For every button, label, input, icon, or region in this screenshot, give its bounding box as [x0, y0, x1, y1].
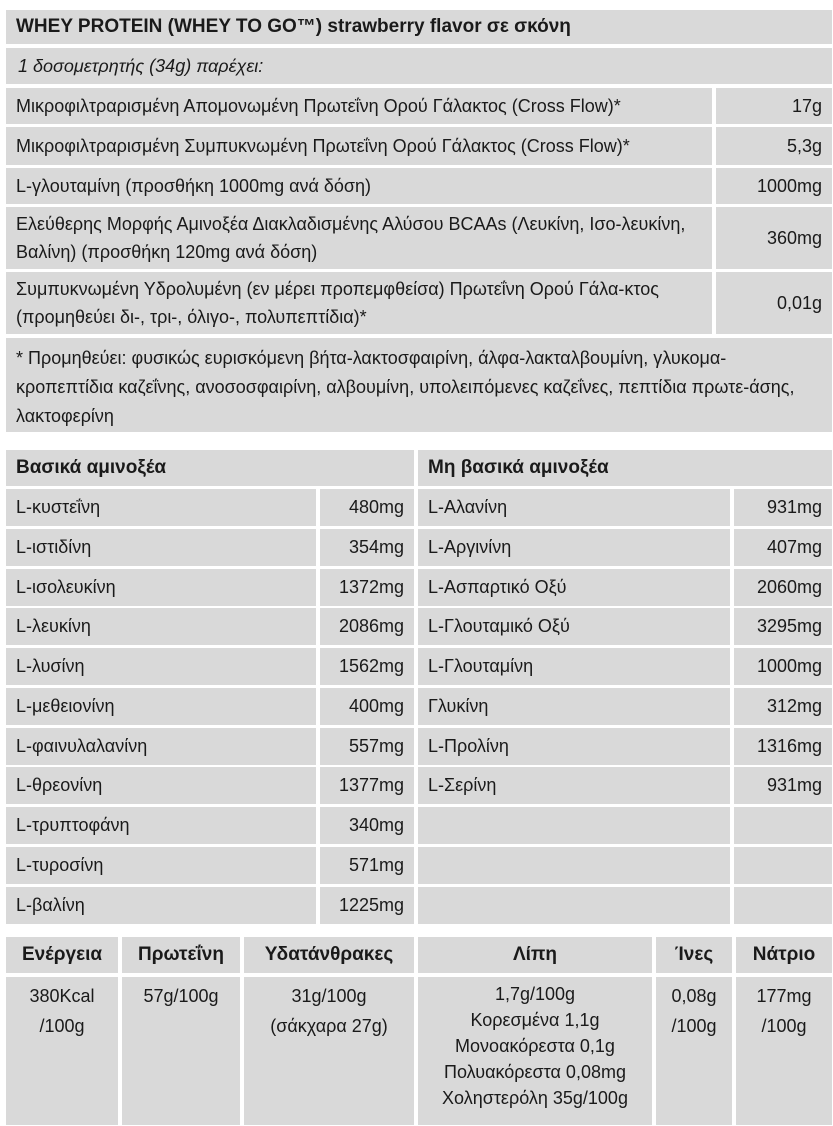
- nonessential-amino-value: 1000mg: [734, 648, 832, 685]
- nonessential-amino-name: L-Προλίνη: [418, 728, 730, 765]
- essential-amino-name: L-τρυπτοφάνη: [6, 807, 316, 844]
- nonessential-amino-value: 2060mg: [734, 569, 832, 606]
- nonessential-amino-name: L-Γλουταμικό Οξύ: [418, 608, 730, 645]
- protein-row-value: 1000mg: [716, 168, 832, 204]
- product-title: WHEY PROTEIN (WHEY TO GO™) strawberry flavor σε σκόνη: [6, 10, 832, 44]
- protein-row-value: 17g: [716, 88, 832, 124]
- essential-amino-name: L-βαλίνη: [6, 887, 316, 924]
- nutrition-header-fiber: Ίνες: [656, 937, 732, 973]
- essential-amino-value: 400mg: [320, 688, 414, 725]
- nonessential-amino-name: L-Αργινίνη: [418, 529, 730, 566]
- essential-amino-name: L-τυροσίνη: [6, 847, 316, 884]
- essential-amino-value: 354mg: [320, 529, 414, 566]
- nonessential-amino-value: 1316mg: [734, 728, 832, 765]
- nutrition-value-energy: 380Kcal /100g: [6, 977, 118, 1125]
- nutrition-header-sodium: Νάτριο: [736, 937, 832, 973]
- nonessential-amino-name: [418, 807, 730, 844]
- essential-amino-name: L-λυσίνη: [6, 648, 316, 685]
- nonessential-amino-value: 3295mg: [734, 608, 832, 645]
- nonessential-amino-name: Γλυκίνη: [418, 688, 730, 725]
- nutrition-header-fat: Λίπη: [418, 937, 652, 973]
- essential-amino-name: L-ισολευκίνη: [6, 569, 316, 606]
- protein-row-value: 0,01g: [716, 272, 832, 334]
- protein-row-value: 5,3g: [716, 127, 832, 165]
- essential-amino-name: L-κυστεΐνη: [6, 489, 316, 526]
- nonessential-amino-value: [734, 847, 832, 884]
- essential-amino-value: 2086mg: [320, 608, 414, 645]
- footnote: * Προμηθεύει: φυσικώς ευρισκόμενη βήτα-λακτοσφαιρίνη, άλφα-λακταλβουμίνη, γλυκομα-κροπεπτίδια καζεΐνης, ανοσοσφαιρίνη, αλβουμίνη, υπολειπόμενες καζεΐνες, πεπτίδια πρωτε-άσης, λακτοφερίνη: [6, 338, 832, 432]
- nutrition-value-fiber: 0,08g /100g: [656, 977, 732, 1125]
- nonessential-amino-name: [418, 887, 730, 924]
- protein-row-name: Μικροφιλτραρισμένη Συμπυκνωμένη Πρωτεΐνη Ορού Γάλακτος (Cross Flow)*: [6, 127, 712, 165]
- protein-row-name: Συμπυκνωμένη Υδρολυμένη (εν μέρει προπεμφθείσα) Πρωτεΐνη Ορού Γάλα-κτος (προμηθεύει δι-, τρι-, όλιγο-, πολυπεπτίδια)*: [6, 272, 712, 334]
- essential-amino-value: 340mg: [320, 807, 414, 844]
- nutrition-value-carbs: 31g/100g (σάκχαρα 27g): [244, 977, 414, 1125]
- serving-size: 1 δοσομετρητής (34g) παρέχει:: [6, 48, 832, 84]
- nutrition-header-protein: Πρωτεΐνη: [122, 937, 240, 973]
- essential-amino-name: L-ιστιδίνη: [6, 529, 316, 566]
- protein-row-value: 360mg: [716, 207, 832, 269]
- nutrition-value-fat: 1,7g/100g Κορεσμένα 1,1g Μονοακόρεστα 0,1g Πολυακόρεστα 0,08mg Χοληστερόλη 35g/100g: [418, 977, 652, 1125]
- essential-amino-value: 1372mg: [320, 569, 414, 606]
- protein-row-name: Ελεύθερης Μορφής Αμινοξέα Διακλαδισμένης Αλύσου BCAAs (Λευκίνη, Ισο-λευκίνη, Βαλίνη) (προσθήκη 120mg ανά δόση): [6, 207, 712, 269]
- essential-amino-name: L-φαινυλαλανίνη: [6, 728, 316, 765]
- nutrition-header-carbs: Υδατάνθρακες: [244, 937, 414, 973]
- nonessential-amino-name: [418, 847, 730, 884]
- nutrition-value-protein: 57g/100g: [122, 977, 240, 1125]
- nonessential-amino-value: 931mg: [734, 489, 832, 526]
- protein-row-name: Μικροφιλτραρισμένη Απομονωμένη Πρωτεΐνη Ορού Γάλακτος (Cross Flow)*: [6, 88, 712, 124]
- nonessential-amino-name: L-Ασπαρτικό Οξύ: [418, 569, 730, 606]
- nonessential-amino-value: 312mg: [734, 688, 832, 725]
- essential-amino-name: L-λευκίνη: [6, 608, 316, 645]
- essential-amino-value: 571mg: [320, 847, 414, 884]
- essential-amino-name: L-θρεονίνη: [6, 767, 316, 804]
- nonessential-amino-name: L-Αλανίνη: [418, 489, 730, 526]
- protein-row-name: L-γλουταμίνη (προσθήκη 1000mg ανά δόση): [6, 168, 712, 204]
- essential-amino-value: 1377mg: [320, 767, 414, 804]
- essential-amino-value: 1562mg: [320, 648, 414, 685]
- nonessential-amino-heading: Μη βασικά αμινοξέα: [418, 450, 832, 486]
- nonessential-amino-value: [734, 887, 832, 924]
- nonessential-amino-name: L-Γλουταμίνη: [418, 648, 730, 685]
- nonessential-amino-value: [734, 807, 832, 844]
- nutrition-value-sodium: 177mg /100g: [736, 977, 832, 1125]
- nonessential-amino-value: 407mg: [734, 529, 832, 566]
- nonessential-amino-name: L-Σερίνη: [418, 767, 730, 804]
- nutrition-header-energy: Ενέργεια: [6, 937, 118, 973]
- essential-amino-name: L-μεθειονίνη: [6, 688, 316, 725]
- essential-amino-value: 1225mg: [320, 887, 414, 924]
- essential-amino-heading: Βασικά αμινοξέα: [6, 450, 414, 486]
- essential-amino-value: 557mg: [320, 728, 414, 765]
- nonessential-amino-value: 931mg: [734, 767, 832, 804]
- essential-amino-value: 480mg: [320, 489, 414, 526]
